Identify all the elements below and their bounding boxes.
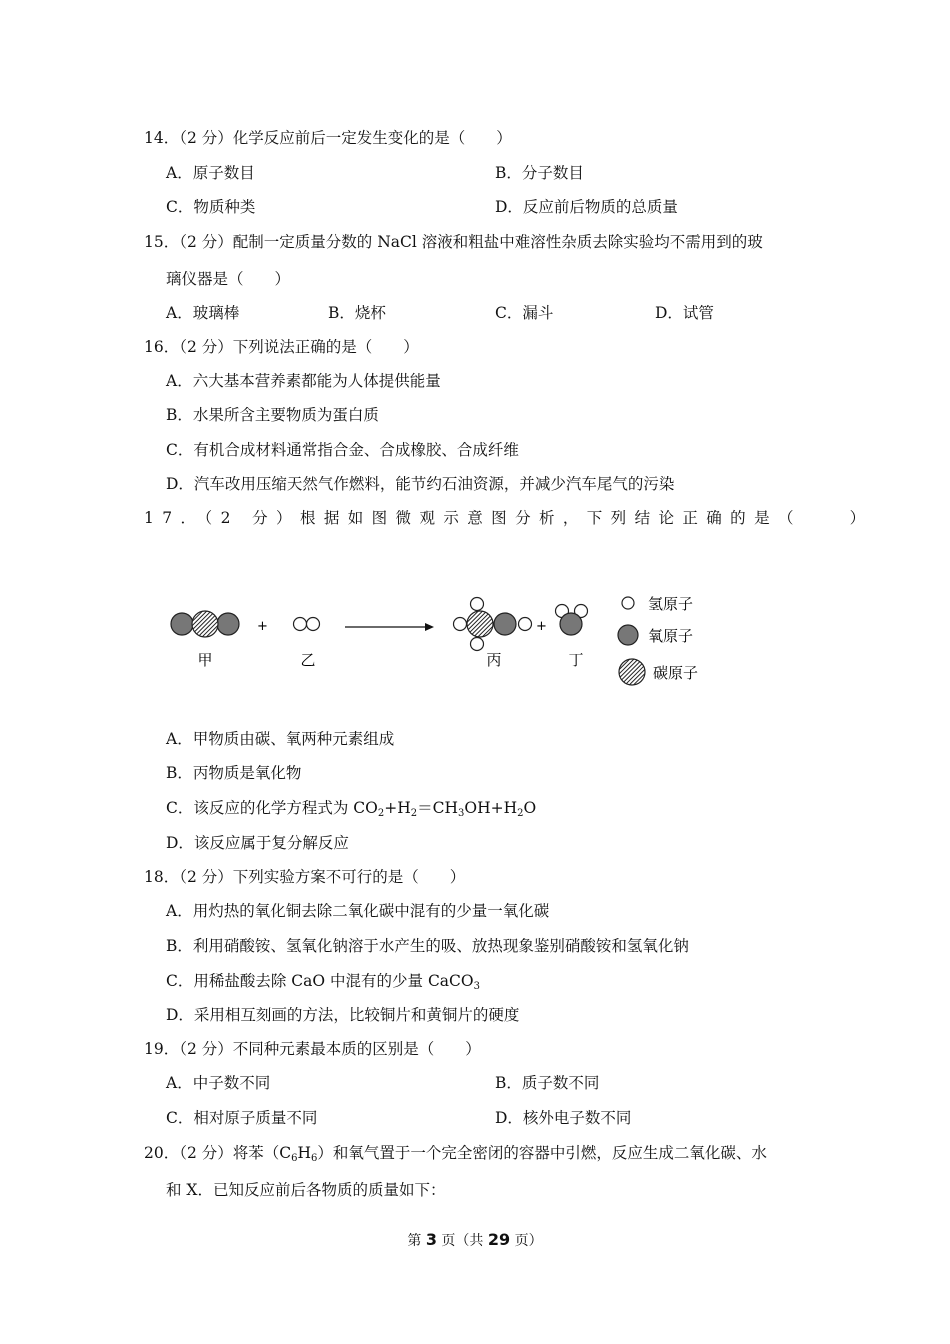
q17-option-c [166,796,536,819]
q18-option-c [166,969,480,992]
q19-option-c: C．相对原子质量不同 [166,1109,318,1127]
q15-option-b: B．烧杯 [328,304,386,322]
q17-option-b: B．丙物质是氧化物 [166,764,302,782]
subscript: 2 [410,808,418,819]
legend-oxygen-icon [618,625,638,645]
oxygen-atom [560,613,582,635]
question-14-stem: 14．（2 分）化学反应前后一定发生变化的是（ ） [144,129,512,147]
q20-text: 20．（2 分）将苯（C [144,1144,292,1162]
legend-oxygen-label: 氧原子 [648,627,694,645]
current-page-number: 3 [425,1230,437,1249]
page-footer [0,1230,950,1250]
q17-option-d: D．该反应属于复分解反应 [166,834,349,852]
molecule-jia [171,611,239,637]
label-yi: 乙 [300,651,316,669]
q18-c-text: C．用稀盐酸去除 CaO 中混有的少量 CaCO [166,972,474,990]
plus-sign: + [257,619,268,634]
subscript: 6 [291,1153,298,1164]
footer-text: 第 [407,1233,426,1249]
oxygen-atom [217,613,239,635]
q16-option-d: D．汽车改用压缩天然气作燃料，能节约石油资源，并减少汽车尾气的污染 [166,475,675,493]
carbon-atom [467,611,493,637]
q19-option-b: B．质子数不同 [495,1074,600,1092]
hydrogen-atom [454,618,467,631]
q19-option-d: D．核外电子数不同 [495,1109,632,1127]
q14-option-b: B．分子数目 [495,164,584,182]
subscript: 3 [458,808,465,819]
oxygen-atom [494,613,516,635]
q15-option-c: C．漏斗 [495,304,554,322]
hydrogen-atom [307,618,320,631]
question-15-stem-line1: 15．（2 分）配制一定质量分数的 NaCl 溶液和粗盐中难溶性杂质去除实验均不需用到的玻 [144,233,763,251]
question-18-stem: 18．（2 分）下列实验方案不可行的是（ ） [144,868,466,886]
subscript: 6 [311,1153,318,1164]
legend-carbon-icon [619,659,645,685]
question-19-stem: 19．（2 分）不同种元素最本质的区别是（ ） [144,1040,481,1058]
legend-hydrogen-label: 氢原子 [648,595,694,613]
q17-c-text: C．该反应的化学方程式为 CO [166,799,378,817]
plus-sign: + [536,619,547,634]
q17-c-text: OH+H [464,799,518,817]
hydrogen-atom [294,618,307,631]
molecule-bing [454,598,532,651]
question-17-stem: 17．（2 分）根据如图微观示意图分析，下列结论正确的是（ ） [144,509,874,527]
q17-c-text: ＝CH [417,799,459,817]
q16-option-a: A．六大基本营养素都能为人体提供能量 [166,372,441,390]
question-20-stem-line2: 和 X．已知反应前后各物质的质量如下： [166,1181,446,1199]
subscript: 2 [377,808,385,819]
q15-option-a: A．玻璃棒 [166,304,240,322]
q14-option-d: D．反应前后物质的总质量 [495,198,678,216]
reaction-diagram [160,585,720,695]
question-16-stem: 16．（2 分）下列说法正确的是（ ） [144,338,419,356]
legend-carbon-label: 碳原子 [653,664,699,682]
legend [618,595,698,685]
legend-hydrogen-icon [622,597,634,609]
q14-option-c: C．物质种类 [166,198,256,216]
hydrogen-atom [471,598,484,611]
q20-text: ）和氧气置于一个完全密闭的容器中引燃，反应生成二氧化碳、水 [317,1144,767,1162]
carbon-atom [192,611,218,637]
q17-c-text: +H [384,799,411,817]
question-15-stem-line2: 璃仪器是（ ） [166,270,291,288]
hydrogen-atom [471,638,484,651]
total-pages: 29 [487,1230,511,1249]
footer-text: 页（共 [436,1233,488,1249]
q20-text: H [297,1144,312,1162]
oxygen-atom [171,613,193,635]
q16-option-c: C．有机合成材料通常指合金、合成橡胶、合成纤维 [166,441,519,459]
q19-option-a: A．中子数不同 [166,1074,271,1092]
q17-option-a: A．甲物质由碳、氧两种元素组成 [166,730,395,748]
label-bing: 丙 [486,651,502,669]
label-jia: 甲 [197,651,213,669]
subscript: 2 [517,808,524,819]
q18-option-d: D．采用相互刻画的方法，比较铜片和黄铜片的硬度 [166,1006,520,1024]
subscript: 3 [473,981,480,992]
hydrogen-atom [519,618,532,631]
q17-c-text: O [523,799,537,817]
q15-option-d: D．试管 [655,304,714,322]
molecule-ding [556,605,588,636]
q16-option-b: B．水果所含主要物质为蛋白质 [166,406,379,424]
q14-option-a: A．原子数目 [166,164,255,182]
molecule-yi [294,618,320,631]
label-ding: 丁 [568,651,584,669]
question-20-stem-line1 [144,1141,767,1164]
reaction-arrow [345,623,434,631]
q18-option-b: B．利用硝酸铵、氢氧化钠溶于水产生的吸、放热现象鉴别硝酸铵和氢氧化钠 [166,937,689,955]
footer-text: 页） [510,1233,543,1249]
q18-option-a: A．用灼热的氧化铜去除二氧化碳中混有的少量一氧化碳 [166,902,550,920]
